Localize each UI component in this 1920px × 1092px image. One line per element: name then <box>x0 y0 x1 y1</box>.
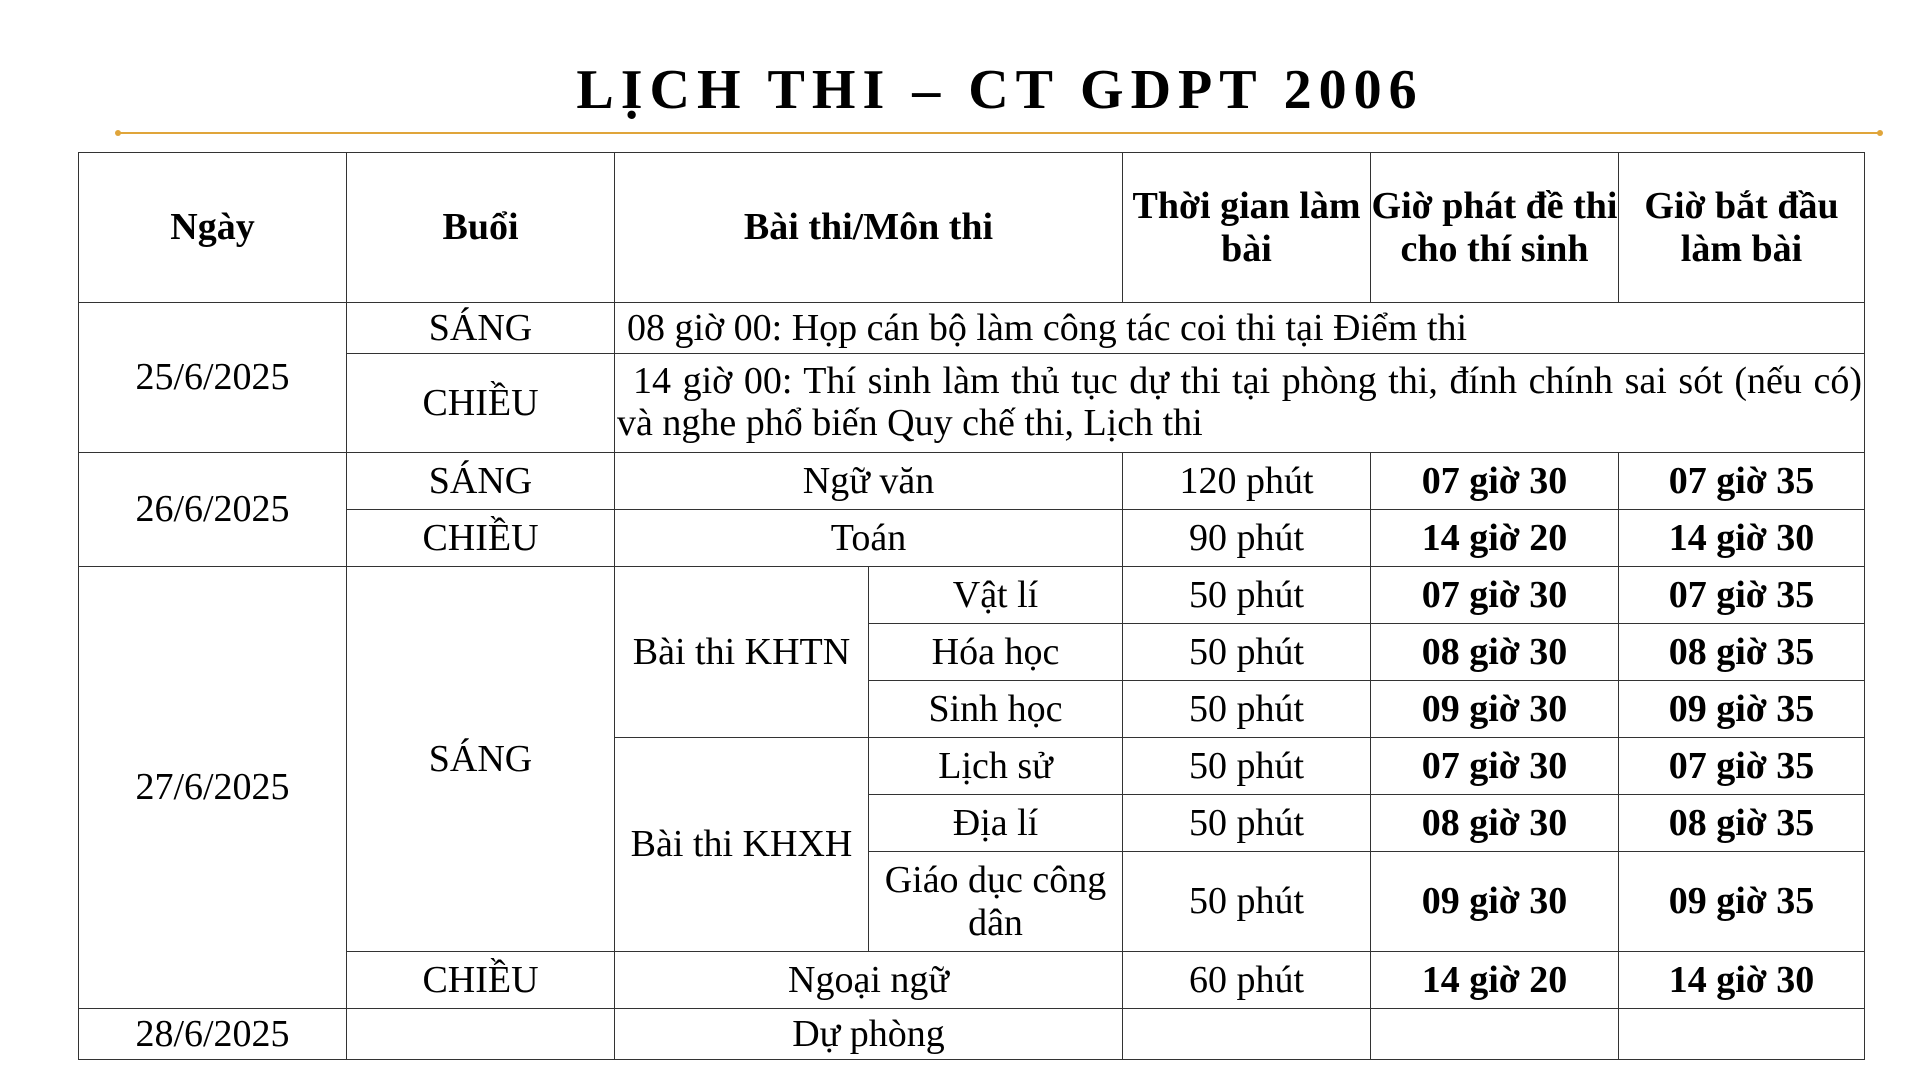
exam-schedule-table <box>78 152 1865 1060</box>
subject-cell: Vật lí <box>869 567 1123 624</box>
table-row <box>79 1009 1865 1060</box>
page-title: LỊCH THI – CT GDPT 2006 <box>576 59 1424 121</box>
duration-cell: 60 phút <box>1123 952 1371 1009</box>
table-row <box>79 510 1865 567</box>
table-row <box>79 567 1865 624</box>
duration-cell: 50 phút <box>1123 852 1371 952</box>
subject-cell: Địa lí <box>869 795 1123 852</box>
duration-cell: 90 phút <box>1123 510 1371 567</box>
subject-cell: Giáo dục công dân <box>869 852 1123 952</box>
distribute-time-cell: 14 giờ 20 <box>1371 952 1619 1009</box>
duration-cell: 50 phút <box>1123 681 1371 738</box>
subject-cell: Sinh học <box>869 681 1123 738</box>
duration-cell: 50 phút <box>1123 624 1371 681</box>
distribute-time-cell: 07 giờ 30 <box>1371 738 1619 795</box>
subject-cell: Hóa học <box>869 624 1123 681</box>
header-start-time: Giờ bắt đầu làm bài <box>1619 153 1865 303</box>
duration-cell: 50 phút <box>1123 567 1371 624</box>
start-time-cell: 08 giờ 35 <box>1619 624 1865 681</box>
distribute-time-cell: 07 giờ 30 <box>1371 453 1619 510</box>
date-cell: 25/6/2025 <box>79 303 347 453</box>
session-cell: SÁNG <box>347 567 615 952</box>
afternoon-note <box>615 354 1865 453</box>
date-cell: 26/6/2025 <box>79 453 347 567</box>
distribute-time-cell: 08 giờ 30 <box>1371 624 1619 681</box>
duration-cell: 50 phút <box>1123 795 1371 852</box>
start-time-cell: 07 giờ 35 <box>1619 567 1865 624</box>
session-cell: SÁNG <box>347 303 615 354</box>
subject-cell: Ngoại ngữ <box>615 952 1123 1009</box>
session-cell: CHIỀU <box>347 510 615 567</box>
distribute-time-cell <box>1371 1009 1619 1060</box>
distribute-time-cell: 08 giờ 30 <box>1371 795 1619 852</box>
subject-cell: Ngữ văn <box>615 453 1123 510</box>
table-row <box>79 303 1865 354</box>
start-time-cell: 08 giờ 35 <box>1619 795 1865 852</box>
start-time-cell <box>1619 1009 1865 1060</box>
header-subject: Bài thi/Môn thi <box>615 153 1123 303</box>
start-time-cell: 07 giờ 35 <box>1619 453 1865 510</box>
header-date: Ngày <box>79 153 347 303</box>
session-cell: CHIỀU <box>347 952 615 1009</box>
date-cell: 28/6/2025 <box>79 1009 347 1060</box>
session-cell: CHIỀU <box>347 354 615 453</box>
table-row <box>79 453 1865 510</box>
session-cell: SÁNG <box>347 453 615 510</box>
distribute-time-cell: 09 giờ 30 <box>1371 852 1619 952</box>
title-divider <box>118 132 1880 134</box>
table-row <box>79 952 1865 1009</box>
duration-cell: 50 phút <box>1123 738 1371 795</box>
distribute-time-cell: 09 giờ 30 <box>1371 681 1619 738</box>
morning-note: 08 giờ 00: Họp cán bộ làm công tác coi thi tại Điểm thi <box>615 303 1865 354</box>
start-time-cell: 09 giờ 35 <box>1619 852 1865 952</box>
subject-cell: Toán <box>615 510 1123 567</box>
table-row <box>79 354 1865 453</box>
start-time-cell: 14 giờ 30 <box>1619 510 1865 567</box>
header-row <box>79 153 1865 303</box>
exam-group-cell: Bài thi KHXH <box>615 738 869 952</box>
subject-cell: Dự phòng <box>615 1009 1123 1060</box>
duration-cell <box>1123 1009 1371 1060</box>
distribute-time-cell: 14 giờ 20 <box>1371 510 1619 567</box>
start-time-cell: 07 giờ 35 <box>1619 738 1865 795</box>
header-duration: Thời gian làm bài <box>1123 153 1371 303</box>
exam-group-cell: Bài thi KHTN <box>615 567 869 738</box>
header-session: Buổi <box>347 153 615 303</box>
date-cell: 27/6/2025 <box>79 567 347 1009</box>
subject-cell: Lịch sử <box>869 738 1123 795</box>
distribute-time-cell: 07 giờ 30 <box>1371 567 1619 624</box>
session-cell <box>347 1009 615 1060</box>
duration-cell: 120 phút <box>1123 453 1371 510</box>
afternoon-note-text: 14 giờ 00: Thí sinh làm thủ tục dự thi tại phòng thi, đính chính sai sót (nếu có) và nghe phổ biến Quy chế thi, Lịch thi <box>617 360 1862 444</box>
start-time-cell: 09 giờ 35 <box>1619 681 1865 738</box>
start-time-cell: 14 giờ 30 <box>1619 952 1865 1009</box>
header-distribute-time: Giờ phát đề thi cho thí sinh <box>1371 153 1619 303</box>
